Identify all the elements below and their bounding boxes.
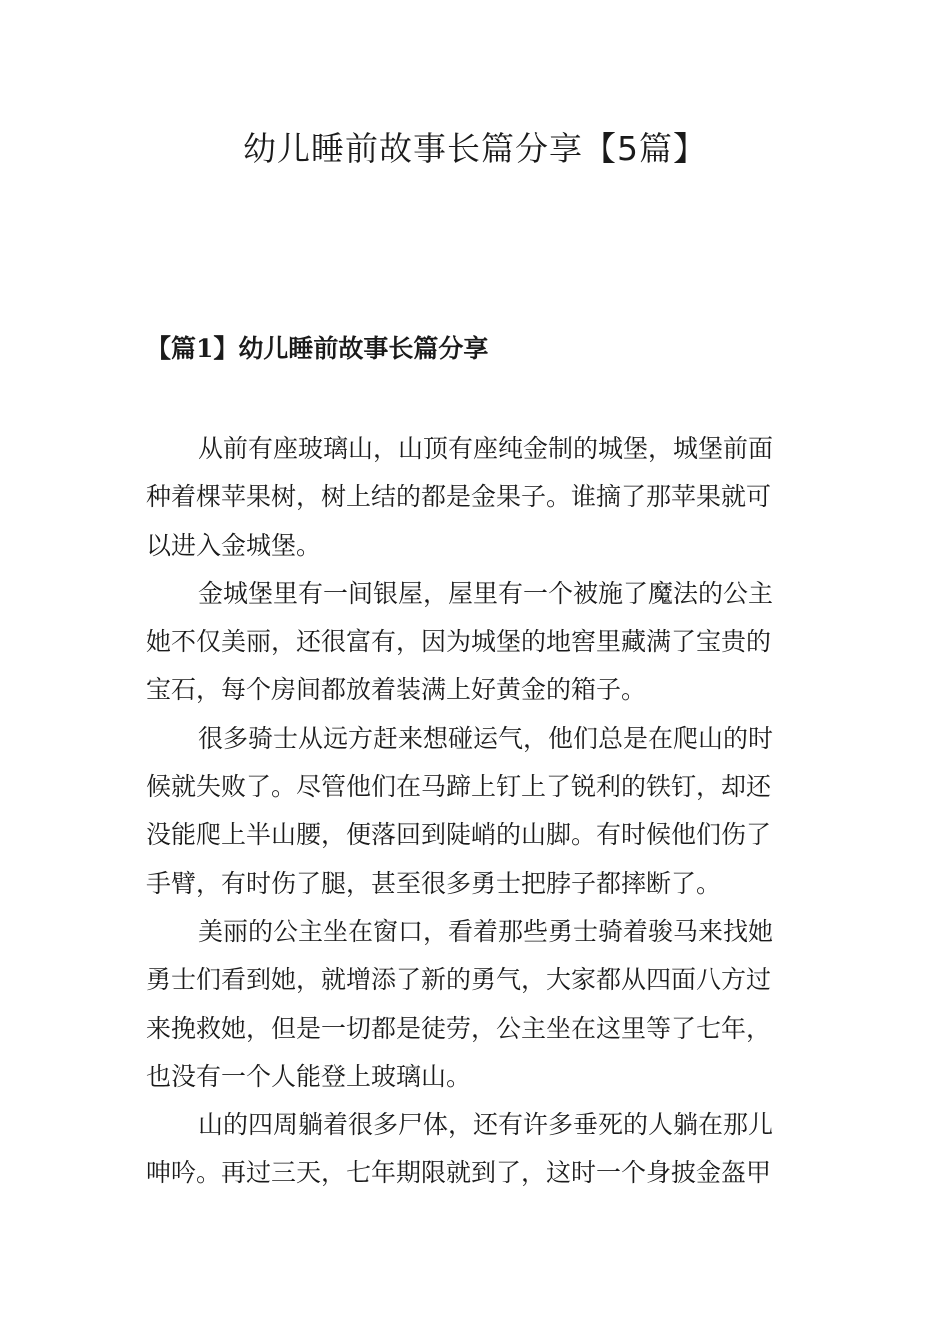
paragraph <box>146 1101 808 1198</box>
paragraph <box>146 425 808 570</box>
paragraph <box>146 715 808 908</box>
document-title: 幼儿睡前故事长篇分享【5篇】 <box>243 129 707 168</box>
text-line: 从前有座玻璃山，山顶有座纯金制的城堡，城堡前面 <box>198 434 774 463</box>
text-line: 宝石，每个房间都放着装满上好黄金的箱子。 <box>146 675 647 705</box>
text-line: 呻吟。再过三天，七年期限就到了，这时一个身披金盔甲 <box>146 1158 772 1188</box>
text-line: 很多骑士从远方赶来想碰运气，他们总是在爬山的时 <box>198 723 774 753</box>
text-line: 金城堡里有一间银屋，屋里有一个被施了魔法的公主 <box>198 578 774 608</box>
text-line: 以进入金城堡。 <box>146 530 322 560</box>
text-line: 也没有一个人能登上玻璃山。 <box>146 1061 472 1091</box>
paragraph <box>146 908 808 1101</box>
text-line: 手臂，有时伤了腿，甚至很多勇士把脖子都摔断了。 <box>146 868 722 898</box>
text-line: 美丽的公主坐在窗口，看着那些勇士骑着骏马来找她 <box>198 916 774 946</box>
text-line: 没能爬上半山腰，便落回到陡峭的山脚。有时候他们伤了 <box>146 820 772 850</box>
text-line: 来挽救她，但是一切都是徒劳，公主坐在这里等了七年， <box>146 1013 772 1043</box>
section-heading: 【篇1】幼儿睡前故事长篇分享 <box>146 334 489 363</box>
text-line: 候就失败了。尽管他们在马蹄上钉上了锐利的铁钉，却还 <box>146 772 772 802</box>
text-line: 勇士们看到她，就增添了新的勇气，大家都从四面八方过 <box>146 965 772 995</box>
text-line: 她不仅美丽，还很富有，因为城堡的地窖里藏满了宝贵的 <box>146 627 772 657</box>
paragraph <box>146 570 808 715</box>
story-body <box>146 425 808 1198</box>
text-line: 山的四周躺着很多尸体，还有许多垂死的人躺在那儿 <box>198 1110 774 1140</box>
text-line: 种着棵苹果树，树上结的都是金果子。谁摘了那苹果就可 <box>146 482 772 512</box>
